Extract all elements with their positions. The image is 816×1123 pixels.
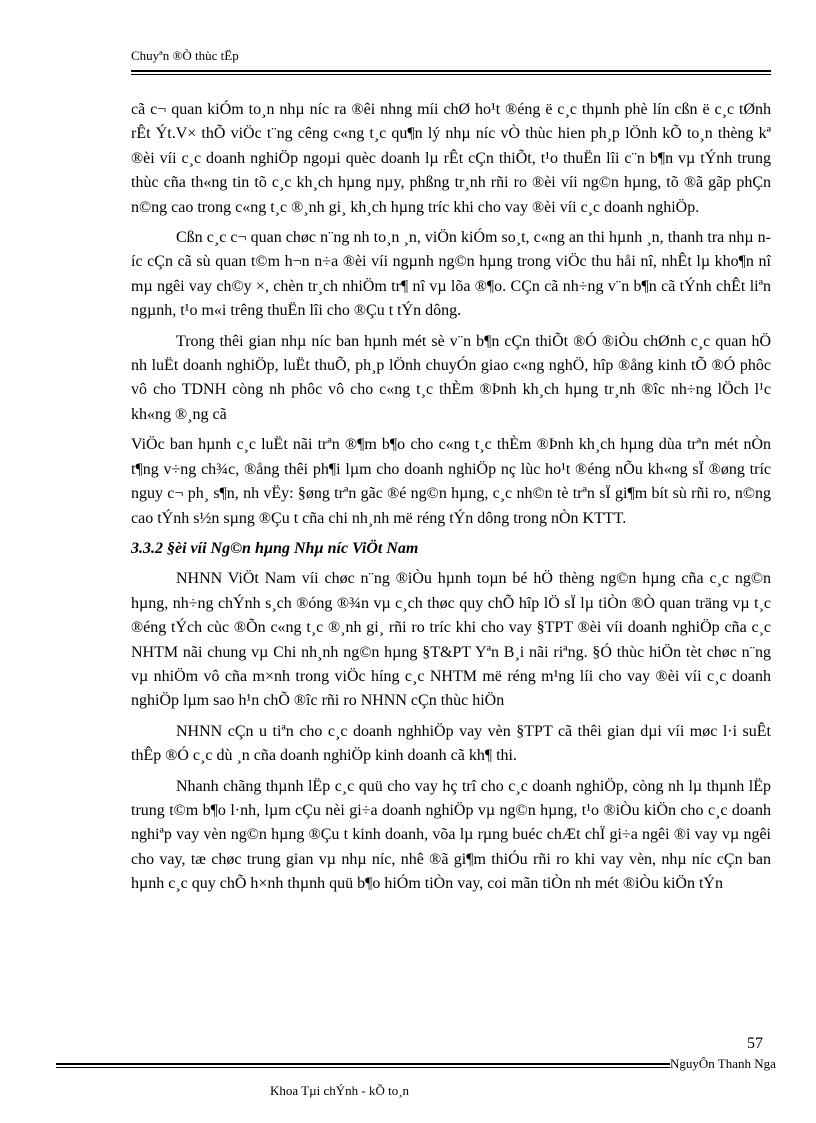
paragraph-4: ViÖc ban hµnh c¸c luËt nãi trªn ®¶m b¶o cho c«ng t¸c thÈm ®Þnh kh¸ch hµng dùa trªn mét nÒn t¶ng v÷ng ch¾c, ®ång thêi ph¶i lµm cho doanh nghiÖp nç lùc ho¹t ®éng nÕu kh«ng sÏ ®øng tríc nguy c¬ ph¸ s¶n, nh vËy: §øng trªn gãc ®é ng©n hµng, c¸c nh©n tè trªn sÏ gi¶m bít sù rñi ro, n©ng cao tÝnh s½n sµng ®Çu t cña chi nh¸nh më réng tÝn dông trong nÒn KTTT. <box>131 436 771 527</box>
section-paragraph-2: NHNN cÇn u tiªn cho c¸c doanh nghhiÖp vay vèn §TPT cã thêi gian dµi víi møc l·i suÊt thÊp ®Ó c¸c dù ¸n cña doanh nghiÖp kinh doanh cã kh¶ thi. <box>131 722 771 765</box>
header-rule-thick <box>131 70 771 72</box>
paragraph-3: Trong thêi gian nhµ níc ban hµnh mét sè v¨n b¶n cÇn thiÕt ®Ó ®iÒu chØnh c¸c quan hÖ nh luËt doanh nghiÖp, luËt thuÕ, ph¸p lÖnh chuyÓn giao c«ng nghÖ, hîp ®ång kinh tÕ ®Ó phôc vô cho TDNH còng nh phôc vô cho c«ng t¸c thÈm ®Þnh kh¸ch hµng tr¸nh ®îc nh÷ng lÖch l¹c kh«ng ®¸ng cã <box>131 332 771 423</box>
page-number: 57 <box>747 1035 763 1052</box>
footer-rule-thick <box>56 1063 670 1065</box>
section-heading: 3.3.2 §èi víi Ng©n hµng Nhµ níc ViÖt Nam <box>131 539 419 557</box>
header-rule-thin <box>131 74 771 75</box>
section-paragraph-1: NHNN ViÖt Nam víi chøc n¨ng ®iÒu hµnh toµn bé hÖ thèng ng©n hµng cña c¸c ng©n hµng, nh÷ng chÝnh s¸ch ®óng ®¾n vµ c¸ch thøc quy chÕ hîp lÖ sÏ lµ tiÒn ®Ò quan träng vµ t¸c ®éng tÝch cùc ®Õn c«ng t¸c ®¸nh gi¸ rñi ro tríc khi cho vay §TPT ®èi víi doanh nghiÖp cña c¸c NHTM nãi chung vµ Chi nh¸nh ng©n hµng §T&PT Yªn B¸i nãi riªng. §Ó thùc hiÖn tèt chøc n¨ng vµ nhiÖm vô cña m×nh trong viÖc híng c¸c NHTM më réng m¹ng líi cho vay ®èi víi c¸c doanh nghiÖp lµm sao h¹n chÕ ®îc rñi ro NHNN cÇn thùc hiÖn <box>131 570 771 710</box>
paragraph-2: Cßn c¸c c¬ quan chøc n¨ng nh to¸n ¸n, viÖn kiÓm so¸t, c«ng an thi hµnh ¸n, thanh tra nhµ níc cÇn cã sù quan t©m h¬n n÷a ®èi víi ngµnh ng©n hµng trong viÖc thu håi nî, nhÊt lµ kho¶n nî mµ ngêi vay ch©y ×, chèn tr¸ch nhiÖm tr¶ nî vµ lõa ®¶o. CÇn cã nh÷ng v¨n b¶n cã tÝnh chÊt liªn ngµnh, t¹o m«i trêng thuËn lîi cho ®Çu t tÝn dông. <box>131 229 771 320</box>
footer-faculty: Khoa Tµi chÝnh - kÕ to¸n <box>270 1083 410 1098</box>
footer-rule-thin <box>56 1067 670 1068</box>
footer-author: NguyÔn Thanh Nga <box>670 1056 776 1071</box>
section-paragraph-3: Nhanh chãng thµnh lËp c¸c quü cho vay hç trî cho c¸c doanh nghiÖp, còng nh lµ thµnh lËp trung t©m b¶o l·nh, lµm cÇu nèi gi÷a doanh nghiÖp vµ ng©n hµng, t¹o ®iÒu kiÖn cho c¸c doanh nghiªp vay vèn ng©n hµng ®Çu t kinh doanh, võa lµ rµng buéc chÆt chÏ gi÷a ngêi ®i vay vµ ngêi cho vay, tæ chøc trung gian vµ nhµ níc, nhê ®ã gi¶m thiÓu rñi ro khi vay vèn, nhµ níc cÇn ban hµnh c¸c quy chÕ h×nh thµnh quü b¶o hiÓm tiÒn vay, coi mãn tiÒn nh mét ®iÒu kiÖn tÝn <box>131 777 771 893</box>
page-header-title: Chuyªn ®Ò thùc tËp <box>131 48 239 63</box>
document-body <box>131 98 771 903</box>
paragraph-1: cã c¬ quan kiÓm to¸n nhµ níc ra ®êi nhng míi chØ ho¹t ®éng ë c¸c thµnh phè lín cßn ë c¸c tØnh rÊt Ýt.V× thÕ viÖc t¨ng cêng c«ng t¸c qu¶n lý nhµ níc vÒ thùc hien ph¸p lÖnh kÕ to¸n thèng kª ®èi víi c¸c doanh nghiÖp ngoµi quèc doanh lµ rÊt cÇn thiÕt, t¹o thuËn lîi c¨n b¶n vµ tÝnh trung thùc cña th«ng tin tõ c¸c kh¸ch hµng nµy, phßng tr¸nh rñi ro ®èi víi ng©n hµng, tõ ®ã gãp phÇn n©ng cao trong c«ng t¸c ®¸nh gi¸ kh¸ch hµng tríc khi cho vay ®èi víi c¸c doanh nghiÖp. <box>131 101 771 216</box>
